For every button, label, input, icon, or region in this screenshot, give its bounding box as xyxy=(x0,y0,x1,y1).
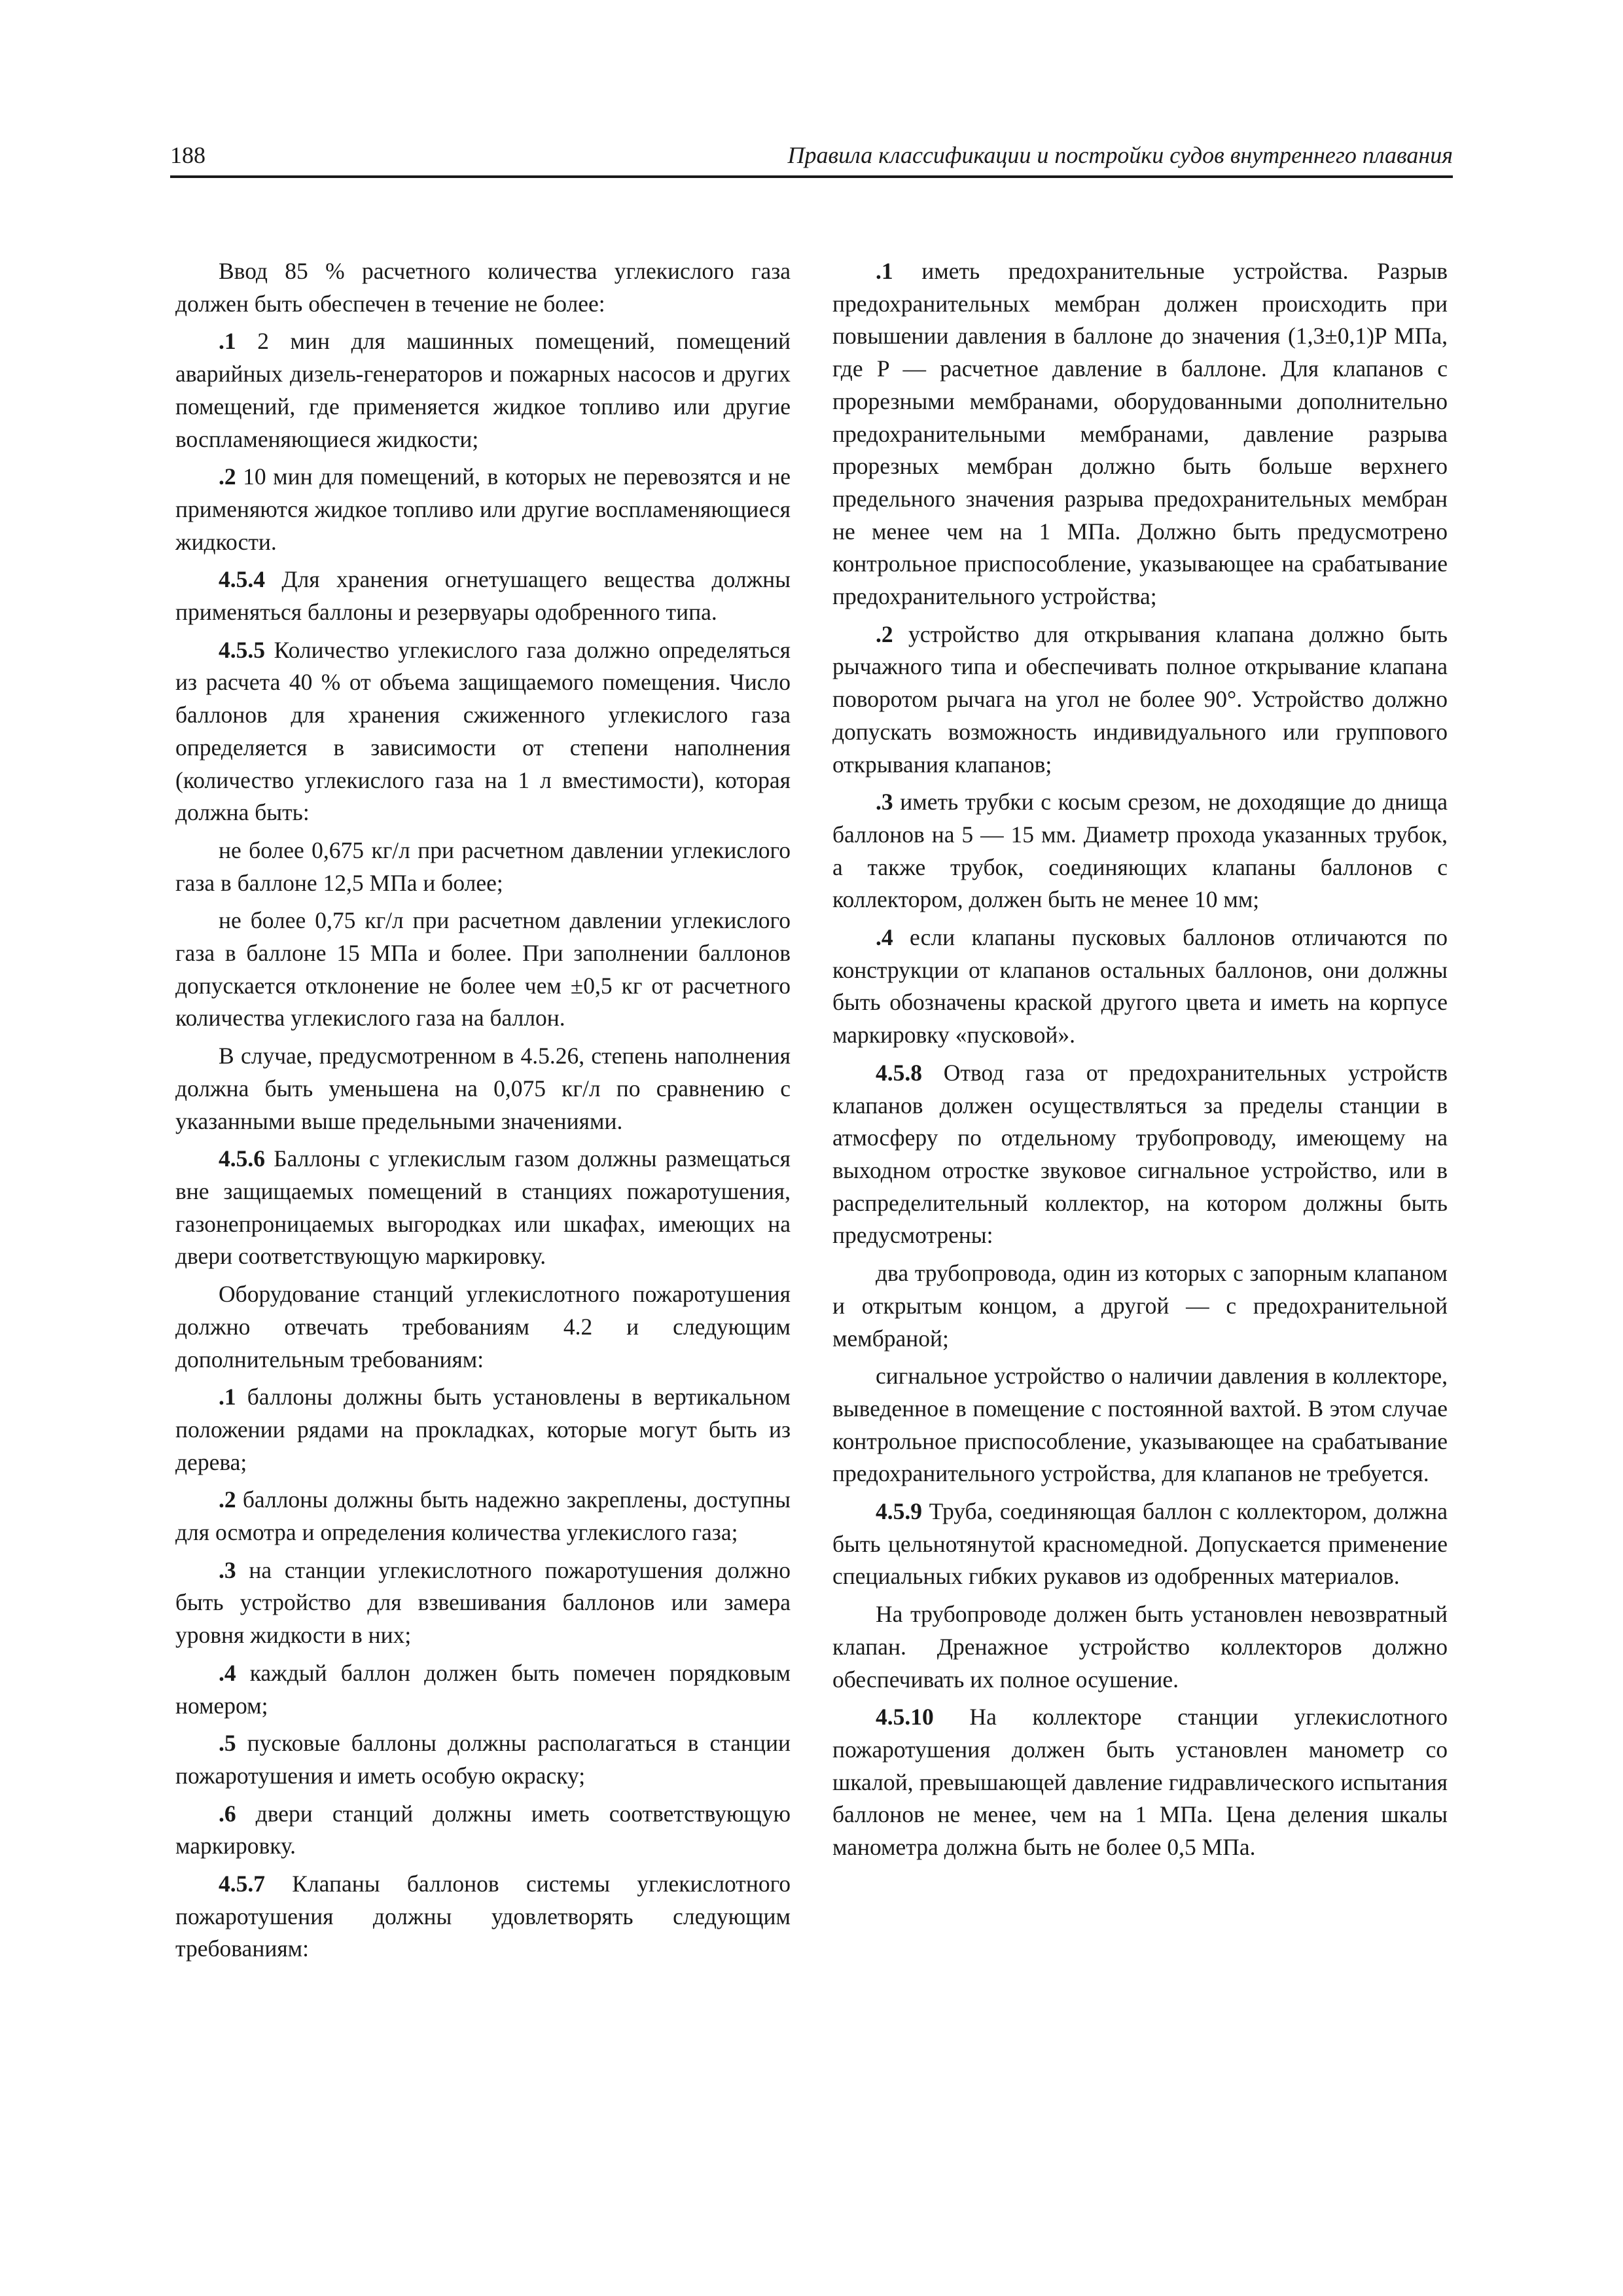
clause-number: .5 xyxy=(219,1730,236,1757)
clause-number: .4 xyxy=(876,924,893,951)
paragraph xyxy=(175,834,791,899)
paragraph xyxy=(175,255,791,320)
paragraph-text: сигнальное устройство о наличии давления в коллекторе, выведенное в помещение с постоянной вахтой. В этом случае контрольное приспособление, указывающее на срабатывание предохранительного устройства, для клапанов не требуется. xyxy=(832,1363,1448,1487)
paragraph xyxy=(832,1360,1448,1490)
paragraph-text: На трубопроводе должен быть установлен невозвратный клапан. Дренажное устройство коллекторов должно обеспечивать их полное осушение. xyxy=(832,1601,1448,1693)
paragraph xyxy=(175,1040,791,1138)
paragraph xyxy=(175,461,791,558)
clause-number: 4.5.4 xyxy=(219,566,265,593)
paragraph-text: На коллекторе станции углекислотного пожаротушения должен быть установлен манометр со шкалой, превышающей давление гидравлического испытания баллонов не менее, чем на 1 МПа. Цена деления шкалы манометра должна быть не более 0,5 МПа. xyxy=(832,1704,1448,1861)
running-title: Правила классификации и постройки судов внутреннего плавания xyxy=(787,142,1453,168)
clause-number: .2 xyxy=(219,463,236,490)
paragraph xyxy=(832,786,1448,916)
paragraph-text: если клапаны пусковых баллонов отличаются по конструкции от клапанов остальных баллонов, они должны быть обозначены краской другого цвета и иметь на корпусе маркировку «пусковой». xyxy=(832,924,1448,1049)
clause-number: .6 xyxy=(219,1800,236,1827)
paragraph xyxy=(175,1868,791,1965)
paragraph-text: Ввод 85 % расчетного количества углекислого газа должен быть обеспечен в течение не более: xyxy=(175,258,791,317)
paragraph xyxy=(175,1278,791,1376)
clause-number: .3 xyxy=(876,789,893,816)
paragraph-text: Отвод газа от предохранительных устройств клапанов должен осуществляться за пределы станции в атмосферу по отдельному трубопроводу, имеющему на выходном отростке звуковое сигнальное устройство, или в распределительный коллектор, на котором должны быть предусмотрены: xyxy=(832,1059,1448,1249)
paragraph-text: не более 0,75 кг/л при расчетном давлении углекислого газа в баллоне 15 МПа и более. При заполнении баллонов допускается отклонение не более чем ±0,5 кг от расчетного количества углекислого газа на баллон. xyxy=(175,907,791,1031)
header-rule xyxy=(170,175,1453,178)
paragraph xyxy=(175,1484,791,1549)
clause-number: 4.5.5 xyxy=(219,636,265,663)
paragraph xyxy=(175,1657,791,1722)
paragraph-text: устройство для открывания клапана должно быть рычажного типа и обеспечивать полное открывание клапана поворотом рычага на угол не более 90°. Устройство должно допускать возможность индивидуального или группового открывания клапанов; xyxy=(832,620,1448,778)
clause-number: .2 xyxy=(876,620,893,647)
paragraph-text: 2 мин для машинных помещений, помещений аварийных дизель-генераторов и пожарных насосов и других помещений, где применяется жидкое топливо или другие воспламеняющиеся жидкости; xyxy=(175,328,791,452)
paragraph xyxy=(832,922,1448,1052)
paragraph-text: не более 0,675 кг/л при расчетном давлении углекислого газа в баллоне 12,5 МПа и более; xyxy=(175,836,791,896)
paragraph-text: каждый баллон должен быть помечен порядковым номером; xyxy=(175,1659,791,1719)
clause-number: .1 xyxy=(876,258,893,284)
paragraph-text: иметь предохранительные устройства. Разрыв предохранительных мембран должен происходить при повышении давления в баллоне до значения (1,3±0,1)P МПа, где P — расчетное давление в баллоне. Для клапанов с прорезными мембранами, оборудованными дополнительно предохранительными мембранами, давление разрыва прорезных мембран должно быть больше верхнего предельного значения разрыва предохранительных мембран не менее чем на 1 МПа. Должно быть предусмотрено контрольное приспособление, указывающее на срабатывание предохранительного устройства; xyxy=(832,258,1448,610)
right-column xyxy=(832,255,1448,1864)
paragraph-text: В случае, предусмотренном в 4.5.26, степень наполнения должна быть уменьшена на 0,075 кг/л по сравнению с указанными выше предельными значениями. xyxy=(175,1043,791,1134)
paragraph xyxy=(175,1381,791,1479)
clause-number: .2 xyxy=(219,1486,236,1513)
paragraph-text: 10 мин для помещений, в которых не перевозятся и не применяются жидкое топливо или другие воспламеняющиеся жидкости. xyxy=(175,463,791,555)
paragraph-text: на станции углекислотного пожаротушения должно быть устройство для взвешивания баллонов или замера уровня жидкости в них; xyxy=(175,1556,791,1649)
paragraph xyxy=(175,1554,791,1652)
paragraph-text: Для хранения огнетушащего вещества должны применяться баллоны и резервуары одобренного типа. xyxy=(175,566,791,626)
paragraph xyxy=(832,1701,1448,1864)
paragraph-text: Оборудование станций углекислотного пожаротушения должно отвечать требованиям 4.2 и следующим дополнительным требованиям: xyxy=(175,1281,791,1372)
clause-number: 4.5.6 xyxy=(219,1145,265,1172)
paragraph xyxy=(175,325,791,456)
paragraph-text: баллоны должны быть установлены в вертикальном положении рядами на прокладках, которые могут быть из дерева; xyxy=(175,1384,791,1475)
clause-number: .4 xyxy=(219,1659,236,1686)
clause-number: 4.5.7 xyxy=(219,1871,265,1897)
paragraph xyxy=(832,1496,1448,1593)
paragraph xyxy=(832,1257,1448,1355)
clause-number: 4.5.8 xyxy=(876,1059,922,1086)
paragraph-text: Труба, соединяющая баллон с коллектором, должна быть цельнотянутой красномедной. Допускается применение специальных гибких рукавов из одобренных материалов. xyxy=(832,1498,1448,1590)
clause-number: 4.5.10 xyxy=(876,1704,934,1731)
paragraph-text: Баллоны с углекислым газом должны размещаться вне защищаемых помещений в станциях пожаротушения, газонепроницаемых выгородках или шкафах, имеющих на двери соответствующую маркировку. xyxy=(175,1145,791,1270)
clause-number: .1 xyxy=(219,328,236,355)
paragraph xyxy=(832,619,1448,781)
clause-number: .3 xyxy=(219,1556,236,1583)
paragraph xyxy=(175,905,791,1035)
paragraph xyxy=(832,1057,1448,1252)
page-number: 188 xyxy=(170,142,205,168)
paragraph xyxy=(832,255,1448,613)
left-column xyxy=(175,255,791,1965)
paragraph xyxy=(175,1727,791,1792)
paragraph-text: два трубопровода, один из которых с запорным клапаном и открытым концом, а другой — с предохранительной мембраной; xyxy=(832,1260,1448,1352)
paragraph-text: Количество углекислого газа должно определяться из расчета 40 % от объема защищаемого помещения. Число баллонов для хранения сжиженного углекислого газа определяется в зависимости от степени наполнения (количество углекислого газа на 1 л вместимости), которая должна быть: xyxy=(175,636,791,826)
paragraph-text: баллоны должны быть надежно закреплены, доступны для осмотра и определения количества углекислого газа; xyxy=(175,1486,791,1546)
clause-number: 4.5.9 xyxy=(876,1498,922,1525)
paragraph-text: пусковые баллоны должны располагаться в станции пожаротушения и иметь особую окраску; xyxy=(175,1730,791,1789)
paragraph-text: иметь трубки с косым срезом, не доходящие до днища баллонов на 5 — 15 мм. Диаметр прохода указанных трубок, а также трубок, соединяющих клапаны баллонов с коллектором, должен быть не менее 10 мм; xyxy=(832,789,1448,913)
paragraph xyxy=(832,1598,1448,1696)
paragraph xyxy=(175,1798,791,1863)
clause-number: .1 xyxy=(219,1384,236,1410)
page-header xyxy=(170,139,1453,179)
paragraph xyxy=(175,634,791,829)
paragraph-text: Клапаны баллонов системы углекислотного пожаротушения должны удовлетворять следующим требованиям: xyxy=(175,1871,791,1962)
paragraph xyxy=(175,564,791,628)
paragraph-text: двери станций должны иметь соответствующую маркировку. xyxy=(175,1800,791,1859)
paragraph xyxy=(175,1143,791,1273)
